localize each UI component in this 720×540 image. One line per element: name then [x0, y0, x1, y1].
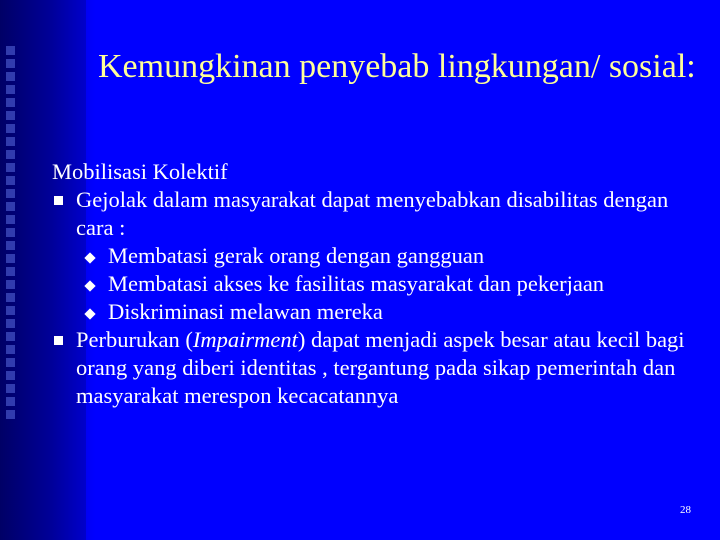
slide-body: [52, 158, 702, 410]
sub-bullet-item: [52, 242, 702, 270]
sub-bullet-text: Membatasi akses ke fasilitas masyarakat dan pekerjaan: [108, 271, 605, 296]
page-number: 28: [680, 504, 691, 516]
bullet-text-emphasis: Impairment: [192, 327, 298, 352]
bullet-text: Gejolak dalam masyarakat dapat menyebabkan disabilitas dengan cara :: [76, 187, 669, 240]
sub-bullet-item: [52, 298, 702, 326]
slide-title: Kemungkinan penyebab lingkungan/ sosial:: [98, 48, 696, 85]
bullet-text-end: ) dapat menjadi aspek besar atau kecil bagi orang yang diberi identitas , tergantung pada sikap pemerintah dan masyarakat merespon kecacatannya: [76, 327, 685, 408]
diamond-bullet-icon: [84, 308, 95, 319]
sub-bullet-text: Diskriminasi melawan mereka: [108, 299, 383, 324]
bullet-item: [52, 326, 702, 410]
sub-bullet-item: [52, 270, 702, 298]
section-heading: Mobilisasi Kolektif: [52, 159, 228, 184]
square-bullet-icon: [54, 336, 63, 345]
bullet-item: [52, 186, 702, 242]
decorative-square-strip: [4, 46, 18, 426]
diamond-bullet-icon: [84, 252, 95, 263]
sub-bullet-text: Membatasi gerak orang dengan gangguan: [108, 243, 485, 268]
square-bullet-icon: [54, 196, 63, 205]
diamond-bullet-icon: [84, 280, 95, 291]
bullet-text-start: Perburukan (: [76, 327, 193, 352]
